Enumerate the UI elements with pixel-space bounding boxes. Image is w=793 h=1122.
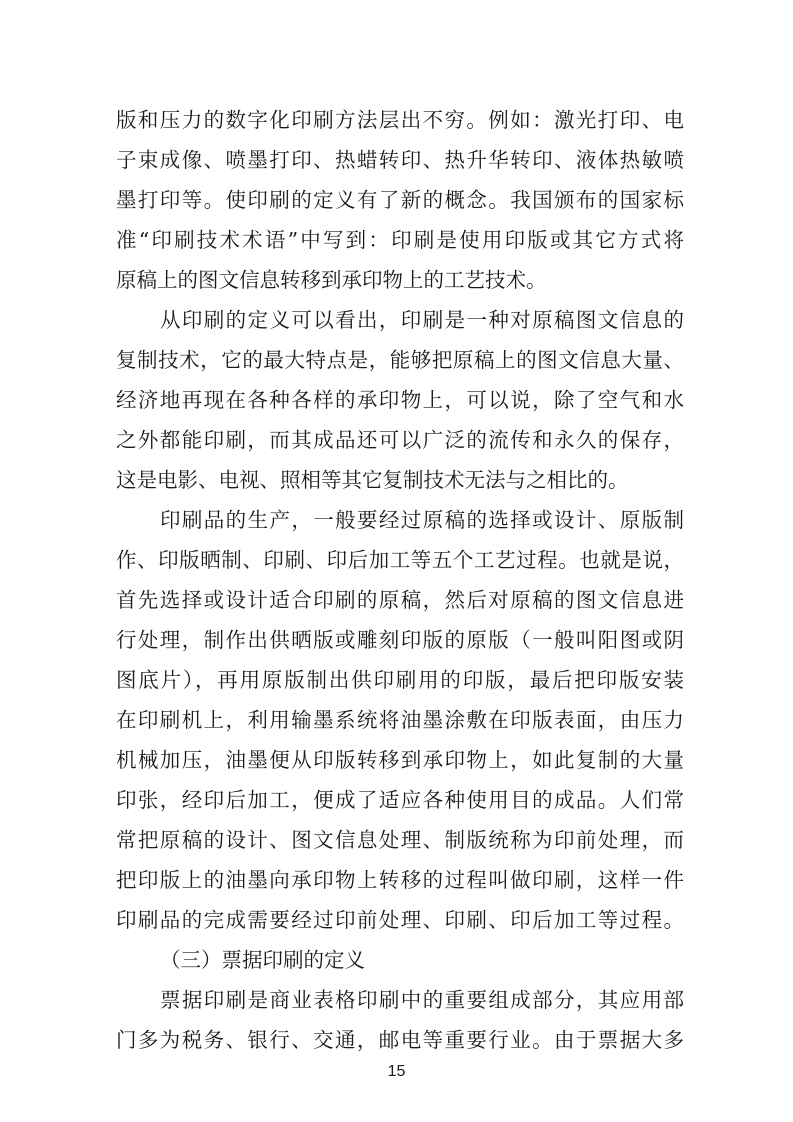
paragraph-3-line-4: 行处理，制作出供晒版或雕刻印版的原版（一般叫阳图或阴 — [116, 628, 684, 652]
paragraph-3-line-9: 常把原稿的设计、图文信息处理、制版统称为印前处理，而 — [116, 828, 684, 852]
paragraph-1-line-4: 准“印刷技术术语”中写到：印刷是使用印版或其它方式将 — [116, 228, 684, 252]
paragraph-1-line-1: 版和压力的数字化印刷方法层出不穷。例如：激光打印、电 — [116, 108, 684, 132]
paragraph-3-line-8: 印张，经印后加工，便成了适应各种使用目的成品。人们常 — [116, 788, 684, 812]
paragraph-3-line-3: 首先选择或设计适合印刷的原稿，然后对原稿的图文信息进 — [116, 588, 684, 612]
paragraph-2-line-5: 这是电影、电视、照相等其它复制技术无法与之相比的。 — [116, 468, 629, 492]
paragraph-2-line-3: 经济地再现在各种各样的承印物上，可以说，除了空气和水 — [116, 388, 684, 412]
paragraph-2-line-4: 之外都能印刷，而其成品还可以广泛的流传和永久的保存， — [116, 428, 684, 452]
paragraph-3-line-11: 印刷品的完成需要经过印前处理、印刷、印后加工等过程。 — [116, 908, 684, 932]
paragraph-4-line-1: 票据印刷是商业表格印刷中的重要组成部分，其应用部 — [160, 988, 684, 1012]
paragraph-2-line-1: 从印刷的定义可以看出，印刷是一种对原稿图文信息的 — [160, 308, 684, 332]
paragraph-3-line-1: 印刷品的生产，一般要经过原稿的选择或设计、原版制 — [160, 508, 684, 532]
page-number: 15 — [387, 1063, 406, 1080]
paragraph-3-line-7: 机械加压，油墨便从印版转移到承印物上，如此复制的大量 — [116, 748, 684, 772]
paragraph-1-line-3: 墨打印等。使印刷的定义有了新的概念。我国颁布的国家标 — [116, 188, 684, 212]
section-heading: （三）票据印刷的定义 — [160, 948, 365, 972]
paragraph-3-line-10: 把印版上的油墨向承印物上转移的过程叫做印刷，这样一件 — [116, 868, 684, 892]
paragraph-1-line-5: 原稿上的图文信息转移到承印物上的工艺技术。 — [116, 268, 547, 292]
paragraph-3-line-2: 作、印版晒制、印刷、印后加工等五个工艺过程。也就是说， — [116, 548, 684, 572]
paragraph-3-line-6: 在印刷机上，利用输墨系统将油墨涂敷在印版表面，由压力 — [116, 708, 684, 732]
paragraph-4-line-2: 门多为税务、银行、交通，邮电等重要行业。由于票据大多 — [116, 1028, 684, 1052]
paragraph-2-line-2: 复制技术，它的最大特点是，能够把原稿上的图文信息大量、 — [116, 348, 684, 372]
paragraph-1-line-2: 子束成像、喷墨打印、热蜡转印、热升华转印、液体热敏喷 — [116, 148, 684, 172]
paragraph-3-line-5: 图底片），再用原版制出供印刷用的印版，最后把印版安装 — [116, 668, 684, 692]
